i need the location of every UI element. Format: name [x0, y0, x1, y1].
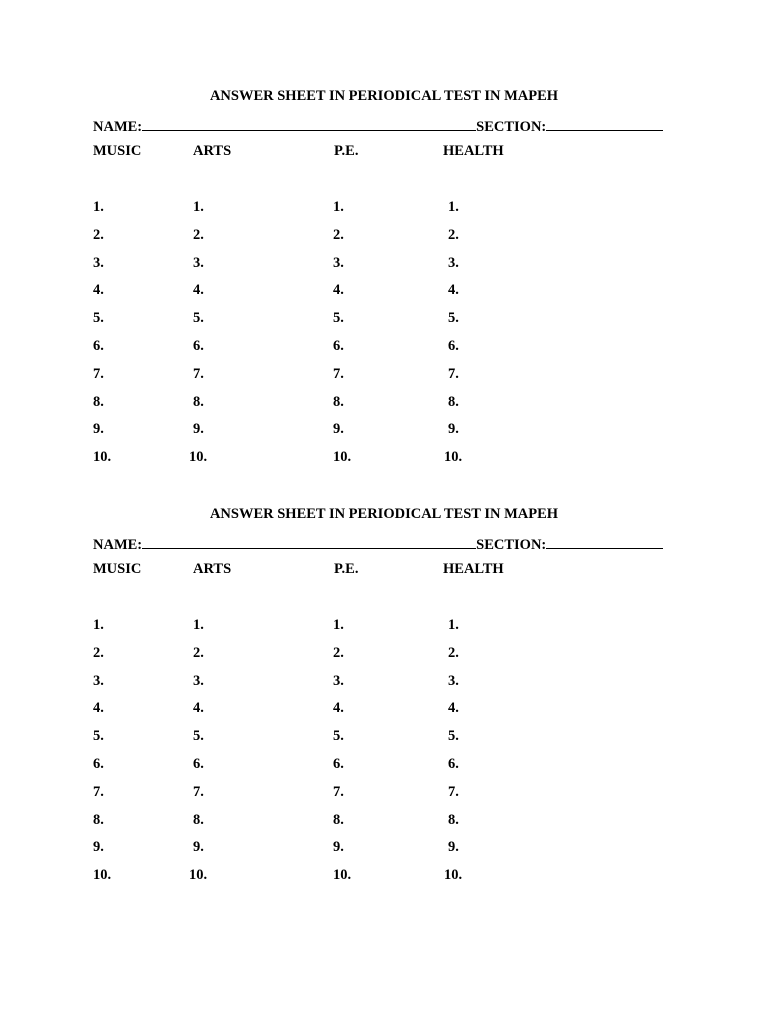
name-blank[interactable] [142, 534, 476, 549]
list-item: 5. [333, 310, 344, 327]
list-item: 6. [193, 755, 204, 772]
list-item: 3. [93, 254, 104, 271]
column-header-health: HEALTH [443, 561, 504, 577]
list-item: 5. [333, 728, 344, 745]
list-item: 1. [193, 617, 204, 633]
list-item: 1. [333, 199, 344, 215]
arts-items [189, 617, 208, 895]
list-item: 5. [448, 728, 459, 745]
name-label: NAME: [93, 119, 143, 135]
list-item: 6. [193, 337, 204, 354]
list-item: 5. [193, 310, 204, 327]
list-item: 8. [93, 393, 104, 410]
pe-items [333, 617, 351, 895]
list-item: 8. [448, 393, 459, 410]
list-item: 6. [448, 337, 459, 354]
list-item: 4. [93, 700, 104, 717]
list-item: 2. [448, 644, 459, 661]
list-item: 8. [93, 811, 104, 828]
list-item: 10. [444, 867, 463, 884]
section-blank[interactable] [546, 116, 663, 131]
column-header-pe: P.E. [334, 143, 359, 159]
list-item: 10. [333, 867, 352, 884]
sheet-title: ANSWER SHEET IN PERIODICAL TEST IN MAPEH [209, 506, 559, 522]
list-item: 9. [93, 839, 104, 856]
list-item: 8. [333, 811, 344, 828]
list-item: 8. [193, 811, 204, 828]
column-header-music: MUSIC [93, 561, 142, 577]
list-item: 10. [189, 867, 208, 884]
list-item: 2. [333, 226, 344, 243]
list-item: 10. [444, 449, 463, 466]
list-item: 1. [193, 199, 204, 215]
list-item: 1. [93, 617, 104, 633]
list-item: 7. [193, 783, 204, 800]
list-item: 7. [93, 365, 104, 382]
list-item: 6. [333, 755, 344, 772]
name-blank[interactable] [142, 116, 476, 131]
list-item: 4. [193, 282, 204, 299]
list-item: 8. [193, 393, 204, 410]
name-label: NAME: [93, 537, 143, 553]
list-item: 6. [93, 337, 104, 354]
list-item: 3. [193, 254, 204, 271]
column-header-arts: ARTS [193, 143, 232, 159]
list-item: 1. [333, 617, 344, 633]
list-item: 1. [448, 199, 459, 215]
list-item: 5. [93, 310, 104, 327]
list-item: 1. [448, 617, 459, 633]
list-item: 10. [93, 449, 112, 466]
section-blank[interactable] [546, 534, 663, 549]
sheet-title: ANSWER SHEET IN PERIODICAL TEST IN MAPEH [209, 88, 559, 104]
music-items [93, 617, 111, 895]
list-item: 4. [193, 700, 204, 717]
list-item: 9. [448, 421, 459, 438]
list-item: 4. [93, 282, 104, 299]
list-item: 9. [93, 421, 104, 438]
list-item: 9. [333, 421, 344, 438]
list-item: 4. [448, 700, 459, 717]
list-item: 7. [193, 365, 204, 382]
list-item: 6. [93, 755, 104, 772]
column-header-health: HEALTH [443, 143, 504, 159]
list-item: 9. [333, 839, 344, 856]
list-item: 1. [93, 199, 104, 215]
list-item: 6. [333, 337, 344, 354]
list-item: 10. [189, 449, 208, 466]
list-item: 8. [448, 811, 459, 828]
list-item: 7. [333, 783, 344, 800]
list-item: 7. [93, 783, 104, 800]
column-header-pe: P.E. [334, 561, 359, 577]
column-header-arts: ARTS [193, 561, 232, 577]
list-item: 2. [93, 226, 104, 243]
name-section-line [93, 534, 673, 554]
health-items [444, 617, 463, 895]
list-item: 4. [333, 282, 344, 299]
list-item: 5. [193, 728, 204, 745]
list-item: 6. [448, 755, 459, 772]
list-item: 2. [448, 226, 459, 243]
list-item: 3. [448, 254, 459, 271]
list-item: 4. [333, 700, 344, 717]
list-item: 8. [333, 393, 344, 410]
list-item: 9. [193, 839, 204, 856]
answer-sheet-1 [0, 0, 768, 466]
list-item: 3. [93, 672, 104, 689]
list-item: 3. [333, 672, 344, 689]
list-item: 7. [448, 783, 459, 800]
name-section-line [93, 116, 673, 136]
list-item: 2. [93, 644, 104, 661]
list-item: 2. [193, 644, 204, 661]
list-item: 7. [448, 365, 459, 382]
list-item: 9. [448, 839, 459, 856]
list-item: 2. [193, 226, 204, 243]
answer-sheet-2 [0, 418, 768, 884]
list-item: 2. [333, 644, 344, 661]
list-item: 9. [193, 421, 204, 438]
list-item: 10. [93, 867, 112, 884]
section-label: SECTION: [476, 537, 547, 553]
list-item: 7. [333, 365, 344, 382]
list-item: 3. [193, 672, 204, 689]
list-item: 3. [333, 254, 344, 271]
list-item: 5. [448, 310, 459, 327]
list-item: 10. [333, 449, 352, 466]
column-header-music: MUSIC [93, 143, 142, 159]
list-item: 4. [448, 282, 459, 299]
list-item: 5. [93, 728, 104, 745]
section-label: SECTION: [476, 119, 547, 135]
list-item: 3. [448, 672, 459, 689]
